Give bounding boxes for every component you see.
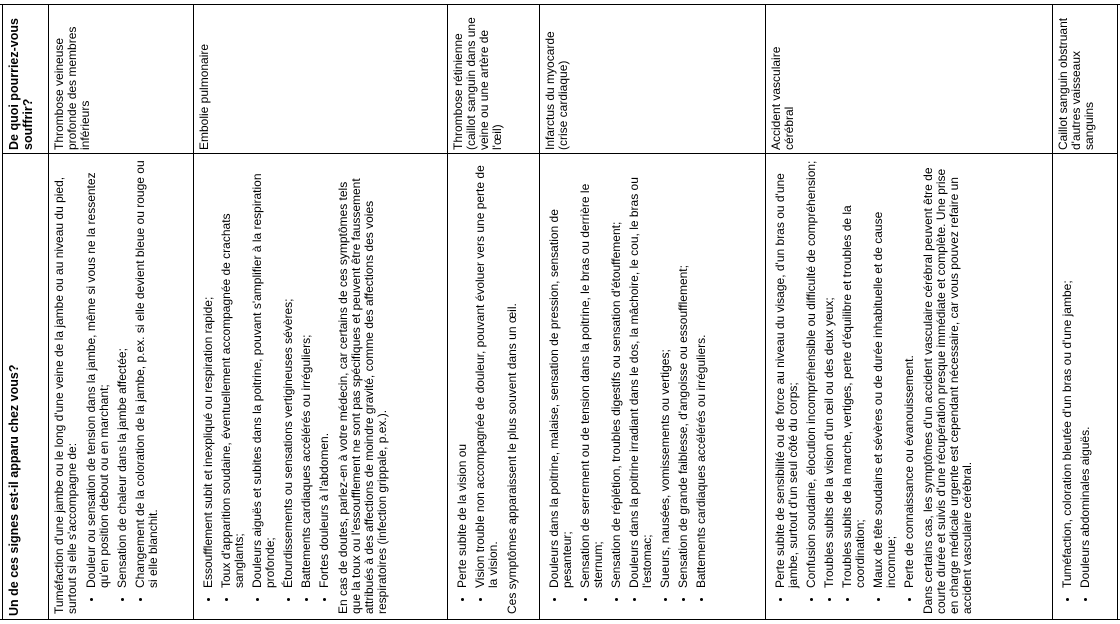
signs-list [85,160,160,614]
signs-intro: Tuméfaction d'une jambe ou le long d'une veine de la jambe ou au niveau du pied, surtout si elle s'accompagne de: [52,176,79,614]
condition-label: Accident vasculaire cérébral [769,46,796,150]
signs-note: Ces symptômes apparaissent le plus souvent dans un œil. [505,303,519,614]
signs-note: En cas de doutes, parlez-en à votre médecin, car certains de ces symptômes tels que la toux ou l'essoufflement ne sont pas spécifiques et peuvent être faussement attribués à des affections de moindre gravité, comme des affections des voies respiratoires (infection grippale, p.ex.). [336,178,389,614]
condition-cell [766,4,1052,154]
signs-list [1061,160,1092,614]
condition-header-title: De quoi pourriez-vous souffrir? [7,18,35,150]
list-item: • Tuméfaction, coloration bleutée d'un bras ou d'une jambe; [1061,160,1074,588]
list-item: • Confusion soudaine, élocution incompréhensible ou difficulté de compréhension; [805,160,818,588]
table-row [48,4,193,620]
table-row [447,4,539,620]
list-item: • Troubles subits de la marche, vertiges, perte d'équilibre et troubles de la coordination; [841,160,867,588]
list-item: • Perte subite de la vision ou [456,160,469,588]
list-item: • Changement de la coloration de la jambe, p.ex. si elle devient bleue ou rouge ou si elle blanchit. [134,160,160,588]
header-column [2,4,48,620]
header-condition-cell [3,4,48,154]
list-item: • Douleurs abdominales aiguës. [1079,160,1092,588]
condition-label: Caillot sanguin obstruant d'autres vaisseaux sanguins [1056,17,1096,150]
signs-list [548,160,708,614]
signs-list [202,160,331,614]
condition-cell [448,4,539,154]
list-item: • Étourdissements ou sensations vertigineuses sévères; [282,160,295,588]
list-item: • Sensation de grande faiblesse, d'angoisse ou essoufflement; [677,160,690,588]
condition-cell [1053,4,1117,154]
list-item: • Maux de tête soudains et sévères ou de durée inhabituelle et de cause inconnue; [872,160,898,588]
condition-cell [49,4,193,154]
signs-list [774,160,916,614]
list-item: • Sensation de serrement ou de tension dans la poitrine, le bras ou derrière le sternum; [579,160,605,588]
table-row [765,4,1052,620]
list-item: • Vision trouble non accompagnée de douleur, pouvant évoluer vers une perte de la vision. [474,160,500,588]
table-row [539,4,765,620]
signs-cell [448,154,539,620]
list-item: • Sensation de chaleur dans la jambe affectée; [116,160,129,588]
signs-header-title: Un de ces signes est-il apparu chez vous? [7,364,21,616]
signs-cell [1053,154,1118,620]
signs-cell [766,154,1052,620]
condition-label: Thrombose rétinienne (caillot sanguin dans une veine ou une artère de l'œil) [451,17,504,150]
list-item: • Douleurs dans la poitrine irradiant dans le dos, la mâchoire, le cou, le bras ou l'estomac; [628,160,654,588]
list-item: • Fortes douleurs à l'abdomen. [318,160,331,588]
list-item: • Toux d'apparition soudaine, éventuellement accompagnée de crachats sanglants; [220,160,246,588]
signs-note: Dans certains cas, les symptômes d'un accident vasculaire cérébral peuvent être de courte durée et suivis d'une récupération presque immédiate et complète. Une prise en charge médicale urgente est cependant nécessaire, car vous pouvez refaire un accident vasculaire cérébral. [921,167,974,614]
table-row [193,4,447,620]
list-item: • Troubles subits de la vision d'un œil ou des deux yeux; [823,160,836,588]
signs-list [456,160,500,614]
list-item: • Essoufflement subit et inexpliqué ou respiration rapide; [202,160,215,588]
list-item: • Sensation de réplétion, troubles digestifs ou sensation d'étouffement; [610,160,623,588]
list-item: • Sueurs, nausées, vomissements ou vertiges; [659,160,672,588]
condition-label: Infarctus du myocarde (crise cardiaque) [543,31,570,150]
condition-cell [540,4,765,154]
list-item: • Battements cardiaques accélérés ou irréguliers. [695,160,708,588]
condition-cell [194,4,447,154]
list-item: • Douleurs dans la poitrine, malaise, sensation de pression, sensation de pesanteur; [548,160,574,588]
list-item: • Douleurs aiguës et subites dans la poitrine, pouvant s'amplifier à la respiration profonde; [251,160,277,588]
list-item: • Perte de connaissance ou évanouissement. [903,160,916,588]
condition-label: Embolie pulmonaire [197,43,211,150]
table-row [1052,4,1118,620]
signs-cell [194,154,447,620]
list-item: • Perte subite de sensibilité ou de force au niveau du visage, d'un bras ou d'une jambe, surtout d'un seul côté du corps; [774,160,800,588]
condition-label: Thrombose veineuse profonde des membres inférieurs [52,26,92,150]
signs-cell [540,154,765,620]
list-item: • Douleur ou sensation de tension dans la jambe, même si vous ne la ressentez qu'en position debout ou en marchant; [85,160,111,588]
signs-cell [49,154,193,620]
list-item: • Battements cardiaques accélérés ou irréguliers; [300,160,313,588]
